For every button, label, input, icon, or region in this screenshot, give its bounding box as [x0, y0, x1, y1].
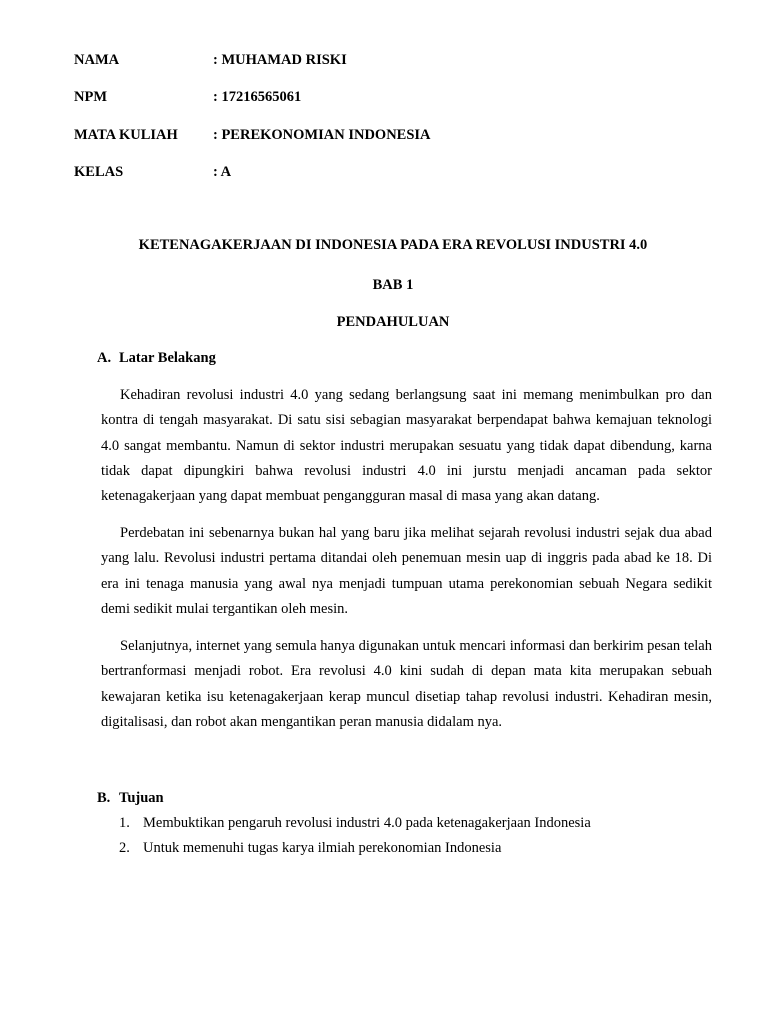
section-marker: B. — [97, 790, 111, 806]
document-title: KETENAGAKERJAAN DI INDONESIA PADA ERA REVOLUSI INDUSTRI 4.0 — [138, 237, 648, 253]
section-heading-text: Tujuan — [119, 790, 164, 806]
list-item-number: 2. — [119, 840, 130, 856]
info-row-mata-kuliah — [74, 127, 431, 144]
list-item-number: 1. — [119, 815, 130, 831]
chapter-label: BAB 1 — [372, 277, 414, 293]
info-label: NAMA — [74, 52, 120, 68]
info-label: NPM — [74, 89, 108, 105]
section-heading-latar-belakang — [97, 350, 216, 367]
paragraph-1: Kehadiran revolusi industri 4.0 yang sedang berlangsung saat ini memang menimbulkan pro dan kontra di tengah masyarakat. Di satu sisi sebagian masyarakat berpendapat bahwa kemajuan teknologi 4.0 sangat membantu. Namun di sektor industri merupakan sesuatu yang tidak dapat dibendung, karna tidak dapat dipungkiri bahwa revolusi industri 4.0 ini jurstu menjadi ancaman pada sektor ketenagakerjaan yang dapat membuat pengangguran masal di masa yang akan datang. — [101, 387, 712, 505]
list-item-text: Membuktikan pengaruh revolusi industri 4.0 pada ketenagakerjaan Indonesia — [143, 815, 591, 831]
info-value: : MUHAMAD RISKI — [213, 52, 347, 68]
info-label: KELAS — [74, 164, 124, 180]
objectives-list — [119, 815, 591, 865]
info-value: : 17216565061 — [213, 89, 302, 105]
chapter-title: PENDAHULUAN — [336, 314, 450, 330]
info-row-nama — [74, 52, 347, 69]
info-value: : A — [213, 164, 232, 180]
info-row-kelas — [74, 164, 231, 181]
section-heading-text: Latar Belakang — [119, 350, 216, 366]
paragraph-3: Selanjutnya, internet yang semula hanya digunakan untuk mencari informasi dan berkirim pesan telah bertranformasi menjadi robot. Era revolusi 4.0 kini sudah di depan mata kita merupakan sebuah kewajaran ketika isu ketenagakerjaan kerap muncul disetiap tahap revolusi industri. Kehadiran mesin, digitalisasi, dan robot akan mengantikan peran manusia didalam nya. — [101, 638, 712, 730]
section-heading-tujuan — [97, 790, 164, 807]
section-marker: A. — [97, 350, 112, 366]
info-value: : PEREKONOMIAN INDONESIA — [213, 127, 431, 143]
list-item-text: Untuk memenuhi tugas karya ilmiah perekonomian Indonesia — [143, 840, 502, 856]
info-row-npm — [74, 89, 301, 106]
info-label: MATA KULIAH — [74, 127, 178, 143]
list-item — [119, 815, 591, 840]
paragraph-2: Perdebatan ini sebenarnya bukan hal yang baru jika melihat sejarah revolusi industri sejak dua abad yang lalu. Revolusi industri pertama ditandai oleh penemuan mesin uap di inggris pada abad ke 18. Di era ini tenaga manusia yang awal nya menjadi tumpuan utama perekonomian sebuah Negara sedikit demi sedikit mulai tergantikan oleh mesin. — [101, 525, 712, 617]
list-item — [119, 840, 591, 865]
